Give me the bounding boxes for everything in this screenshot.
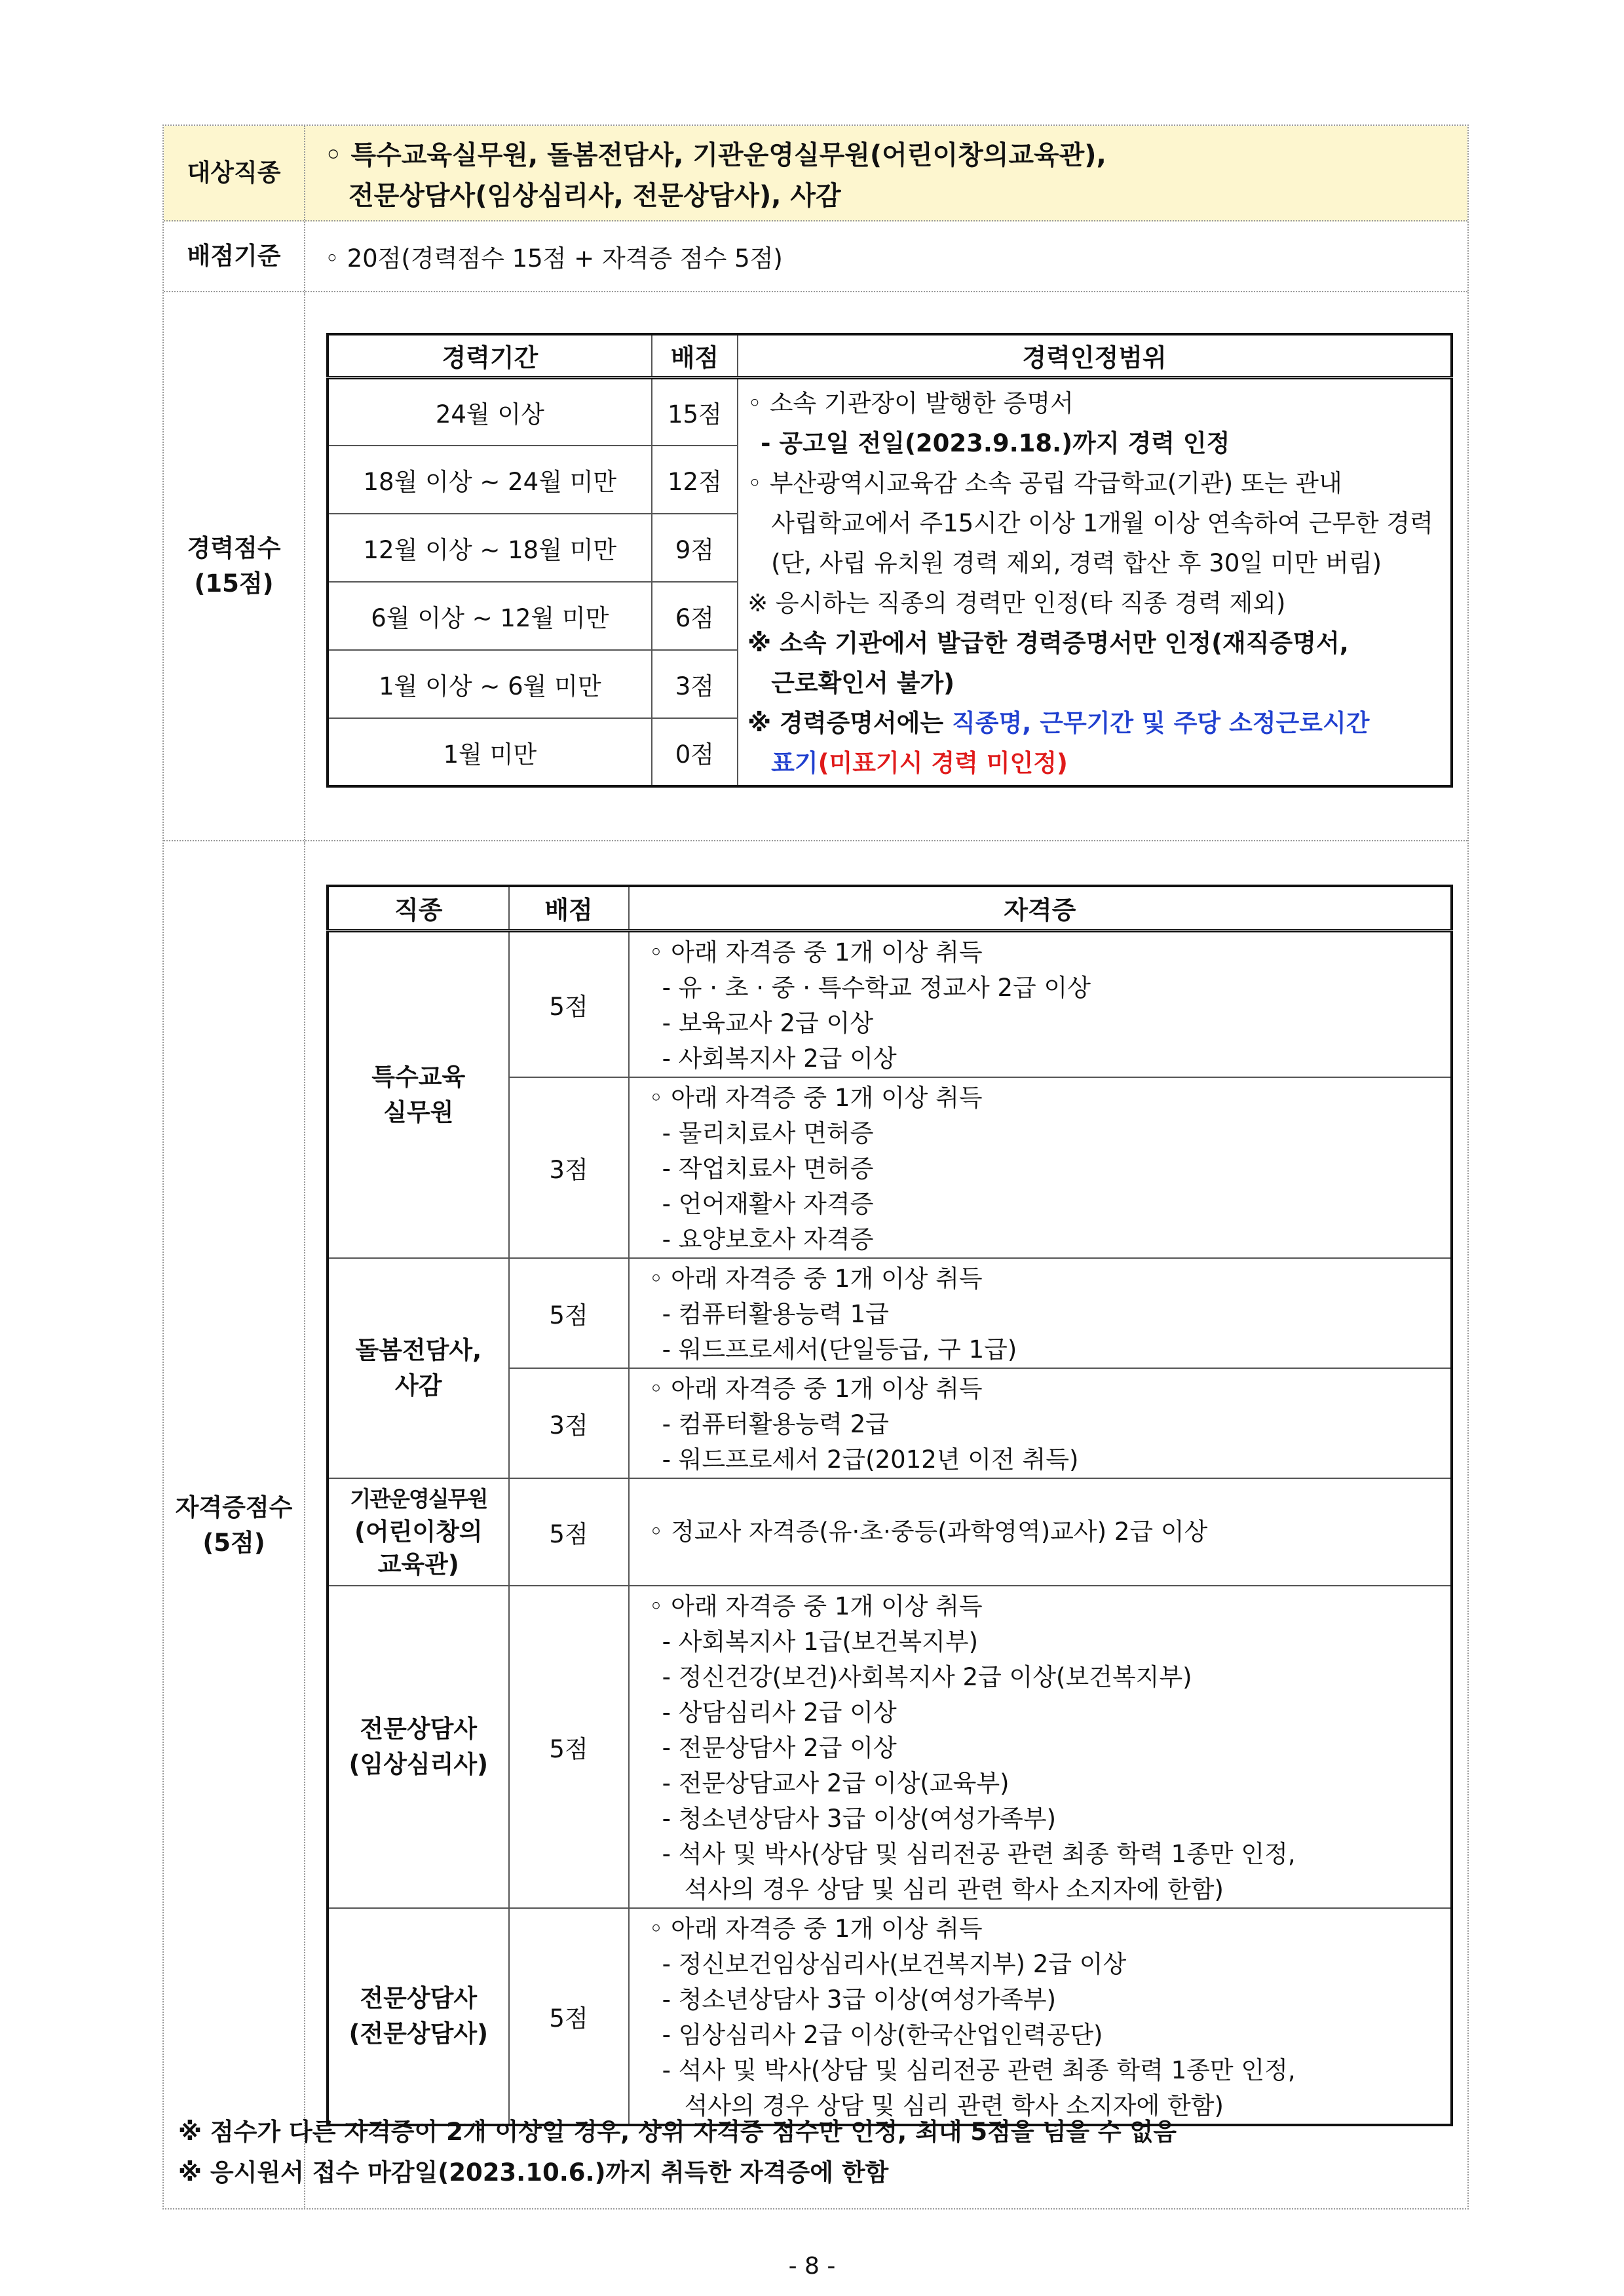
career-points: 6점 [652, 582, 738, 650]
target-positions-label [164, 126, 305, 220]
range-line: 근로확인서 불가) [771, 668, 955, 697]
cert-line: - 컴퓨터활용능력 1급 [662, 1299, 889, 1328]
certificate-notes [178, 2112, 1177, 2193]
position-cell [328, 1478, 509, 1586]
recruitment-criteria-table [162, 124, 1469, 2210]
certificate-list [629, 1368, 1452, 1478]
target-positions-content [305, 126, 1467, 220]
range-highlight-blue: 표기 [771, 748, 818, 777]
certificate-list [629, 1478, 1452, 1586]
career-points: 9점 [652, 514, 738, 582]
certificate-row [328, 1258, 1452, 1368]
position-line: 돌봄전담사, [355, 1335, 482, 1364]
career-points: 0점 [652, 718, 738, 786]
career-period: 6월 이상 ~ 12월 미만 [328, 582, 652, 650]
range-highlight-red: (미표기시 경력 미인정) [818, 748, 1068, 777]
certificate-points: 5점 [509, 1258, 629, 1368]
position-cell [328, 930, 509, 1258]
range-line: ※ 응시하는 직종의 경력만 인정(타 직종 경력 제외) [747, 588, 1286, 617]
cert-line: - 청소년상담사 3급 이상(여성가족부) [662, 1804, 1057, 1833]
certificate-list [629, 1586, 1452, 1908]
cert-line: - 물리치료사 면허증 [662, 1119, 874, 1147]
range-highlight-blue: 직종명, 근무기간 및 주당 소정근로시간 [952, 708, 1370, 737]
certificate-table [326, 885, 1453, 2126]
certificate-points: 5점 [509, 1908, 629, 2125]
range-line: (단, 사립 유치원 경력 제외, 경력 합산 후 30일 미만 버림) [771, 548, 1382, 577]
cert-line: - 임상심리사 2급 이상(한국산업인력공단) [662, 2020, 1103, 2049]
certificate-points: 5점 [509, 930, 629, 1077]
career-row [328, 377, 1452, 446]
range-line [747, 743, 1445, 783]
header-position: 직종 [328, 886, 509, 930]
cert-line: - 유 · 초 · 중 · 특수학교 정교사 2급 이상 [662, 973, 1091, 1002]
cert-line: - 전문상담교사 2급 이상(교육부) [662, 1769, 1010, 1797]
position-line: 특수교육 [371, 1062, 466, 1091]
cert-line: - 석사 및 박사(상담 및 심리전공 관련 최종 학력 1종만 인정, [662, 1839, 1296, 1868]
career-range-text [738, 377, 1452, 786]
scoring-criteria-text: ◦ 20점(경력점수 15점 + 자격증 점수 5점) [325, 244, 783, 273]
career-table [326, 333, 1453, 788]
career-points: 12점 [652, 446, 738, 514]
header-certificate: 자격증 [629, 886, 1452, 930]
range-line: ※ 소속 기관에서 발급한 경력증명서만 인정(재직증명서, [747, 628, 1349, 657]
cert-line: - 워드프로세서(단일등급, 구 1급) [662, 1335, 1017, 1364]
label-points: (15점) [194, 569, 274, 598]
position-line: 전문상담사 [360, 1714, 478, 1743]
certificate-score-label [164, 841, 305, 2210]
cert-line: - 사회복지사 2급 이상 [662, 1044, 897, 1073]
career-table-header [328, 334, 1452, 377]
cert-line: - 사회복지사 1급(보건복지부) [662, 1627, 979, 1656]
header-score: 배점 [509, 886, 629, 930]
position-cell [328, 1586, 509, 1908]
certificate-list [629, 1908, 1452, 2125]
range-line: ◦ 소속 기관장이 발행한 증명서 [747, 389, 1074, 417]
certificate-points: 3점 [509, 1368, 629, 1478]
cert-line: ◦ 아래 자격증 중 1개 이상 취득 [649, 1264, 983, 1293]
label-text: 배점기준 [187, 242, 281, 271]
career-period: 1월 미만 [328, 718, 652, 786]
position-line: (전문상담사) [349, 2019, 489, 2048]
certificate-points: 5점 [509, 1586, 629, 1908]
position-cell [328, 1908, 509, 2125]
certificate-score-row [164, 841, 1467, 2210]
range-text: ※ 경력증명서에는 [747, 708, 953, 737]
label-points: (5점) [202, 1529, 265, 1557]
certificate-list [629, 1077, 1452, 1258]
note-line: ※ 점수가 다른 자격증이 2개 이상일 경우, 상위 자격증 점수만 인정, 최대 5점을 넘을 수 없음 [178, 2118, 1177, 2146]
cert-line: - 청소년상담사 3급 이상(여성가족부) [662, 1985, 1057, 2014]
note-line: ※ 응시원서 접수 마감일(2023.10.6.)까지 취득한 자격증에 한함 [178, 2158, 889, 2187]
page-number: - 8 - [788, 2253, 836, 2280]
header-score: 배점 [652, 334, 738, 377]
career-score-content [305, 292, 1467, 840]
cert-line: - 컴퓨터활용능력 2급 [662, 1409, 889, 1438]
scoring-criteria-content [305, 221, 1467, 291]
scoring-criteria-label [164, 221, 305, 291]
cert-line: - 석사 및 박사(상담 및 심리전공 관련 최종 학력 1종만 인정, [662, 2056, 1296, 2084]
cert-line: - 작업치료사 면허증 [662, 1154, 874, 1183]
career-points: 3점 [652, 650, 738, 718]
cert-line: - 정신건강(보건)사회복지사 2급 이상(보건복지부) [662, 1662, 1192, 1691]
cert-line: ◦ 아래 자격증 중 1개 이상 취득 [649, 1083, 983, 1112]
certificate-row [328, 930, 1452, 1077]
certificate-list [629, 930, 1452, 1077]
position-line: (어린이창의 [354, 1517, 483, 1546]
certificate-points: 5점 [509, 1478, 629, 1586]
certificate-points: 3점 [509, 1077, 629, 1258]
label-text: 경력점수 [187, 534, 281, 563]
cert-line: - 워드프로세서 2급(2012년 이전 취득) [662, 1445, 1079, 1474]
position-line: 실무원 [383, 1098, 454, 1126]
career-period: 1월 이상 ~ 6월 미만 [328, 650, 652, 718]
position-line: 교육관) [377, 1550, 459, 1578]
certificate-table-header [328, 886, 1452, 930]
position-line: 기관운영실무원 [350, 1485, 487, 1512]
label-text: 대상직종 [187, 159, 281, 187]
cert-line: ◦ 정교사 자격증(유·초·중등(과학영역)교사) 2급 이상 [649, 1517, 1208, 1546]
career-period: 12월 이상 ~ 18월 미만 [328, 514, 652, 582]
certificate-row [328, 1908, 1452, 2125]
label-text: 자격증점수 [175, 1493, 293, 1522]
header-period: 경력기간 [328, 334, 652, 377]
target-positions-row [164, 126, 1467, 221]
cert-line: - 전문상담사 2급 이상 [662, 1733, 897, 1762]
position-line: (임상심리사) [349, 1750, 489, 1778]
range-line: 사립학교에서 주15시간 이상 1개월 이상 연속하여 근무한 경력 [771, 508, 1433, 537]
cert-line: - 정신보건임상심리사(보건복지부) 2급 이상 [662, 1949, 1127, 1978]
cert-line: 석사의 경우 상담 및 심리 관련 학사 소지자에 한함) [684, 2091, 1224, 2120]
position-cell [328, 1258, 509, 1478]
range-line: ◦ 부산광역시교육감 소속 공립 각급학교(기관) 또는 관내 [747, 469, 1342, 497]
career-points: 15점 [652, 377, 738, 446]
certificate-list [629, 1258, 1452, 1368]
career-period: 18월 이상 ~ 24월 미만 [328, 446, 652, 514]
range-line: - 공고일 전일(2023.9.18.)까지 경력 인정 [761, 429, 1230, 457]
certificate-row [328, 1478, 1452, 1586]
career-score-label [164, 292, 305, 840]
scoring-criteria-row [164, 221, 1467, 292]
target-line-2: 전문상담사(임상심리사, 전문상담사), 사감 [349, 181, 841, 211]
target-line-1: ◦ 특수교육실무원, 돌봄전담사, 기관운영실무원(어린이창의교육관), [325, 140, 1106, 170]
cert-line: - 보육교사 2급 이상 [662, 1008, 873, 1037]
cert-line: - 상담심리사 2급 이상 [662, 1698, 897, 1727]
cert-line: 석사의 경우 상담 및 심리 관련 학사 소지자에 한함) [684, 1875, 1224, 1904]
cert-line: ◦ 아래 자격증 중 1개 이상 취득 [649, 938, 983, 966]
certificate-score-content [305, 841, 1467, 2210]
certificate-row [328, 1586, 1452, 1908]
header-range: 경력인정범위 [738, 334, 1452, 377]
cert-line: - 요양보호사 자격증 [662, 1225, 874, 1253]
career-period: 24월 이상 [328, 377, 652, 446]
position-line: 사감 [395, 1371, 442, 1400]
target-positions-text [305, 126, 1467, 216]
career-score-row [164, 292, 1467, 841]
cert-line: ◦ 아래 자격증 중 1개 이상 취득 [649, 1374, 983, 1403]
cert-line: ◦ 아래 자격증 중 1개 이상 취득 [649, 1592, 983, 1620]
cert-line: - 언어재활사 자격증 [662, 1189, 874, 1218]
range-line [747, 703, 1445, 743]
cert-line: ◦ 아래 자격증 중 1개 이상 취득 [649, 1914, 983, 1943]
position-line: 전문상담사 [360, 1983, 478, 2012]
